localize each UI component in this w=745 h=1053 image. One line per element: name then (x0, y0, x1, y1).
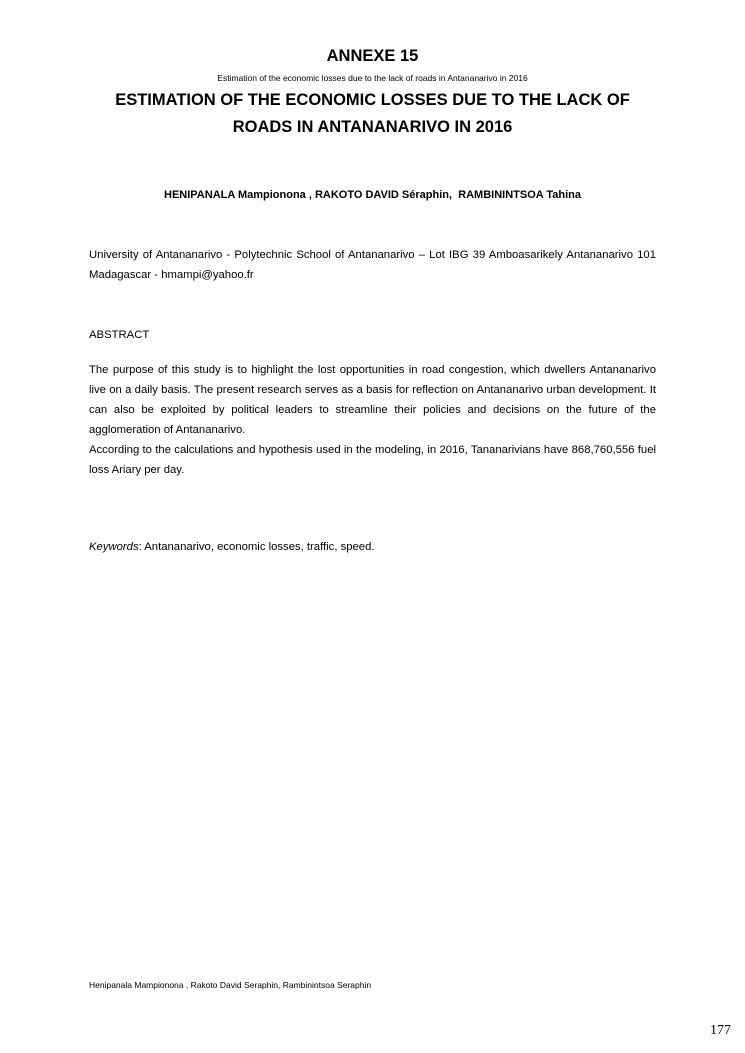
paper-title-line-2: ROADS IN ANTANANARIVO IN 2016 (232, 118, 513, 136)
authors: HENIPANALA Mampionona , RAKOTO DAVID Séraphin, RAMBININTSOA Tahina (164, 189, 581, 201)
abstract-paragraph: According to the calculations and hypothesis used in the modeling, in 2016, Tananarivians have 868,760,556 fuel loss Ariary per day. (89, 444, 656, 476)
keywords-label: Keywords (89, 541, 139, 553)
abstract-heading: ABSTRACT (89, 329, 150, 341)
paper-title-line-1: ESTIMATION OF THE ECONOMIC LOSSES DUE TO THE LACK OF (115, 91, 630, 109)
footer-authors: Henipanala Mampionona , Rakoto David Seraphin, Rambinintsoa Seraphin (89, 980, 372, 990)
keywords-text: : Antananarivo, economic losses, traffic, speed. (138, 541, 375, 553)
annex-title: ANNEXE 15 (326, 47, 419, 65)
page-number: 177 (710, 1023, 731, 1038)
abstract-body (89, 360, 656, 480)
affiliation: University of Antananarivo - Polytechnic School of Antananarivo – Lot IBG 39 Amboasarikely Antananarivo 101 Madagascar - hmampi@yahoo.fr (89, 249, 656, 281)
keywords (89, 541, 375, 553)
abstract-paragraph: The purpose of this study is to highlight the lost opportunities in road congestion, which dwellers Antananarivo live on a daily basis. The present research serves as a basis for reflection on Antananarivo urban development. It can also be exploited by political leaders to streamline their policies and decisions on the future of the agglomeration of Antananarivo. (89, 364, 656, 436)
running-subtitle: Estimation of the economic losses due to the lack of roads in Antananarivo in 2016 (217, 73, 528, 83)
